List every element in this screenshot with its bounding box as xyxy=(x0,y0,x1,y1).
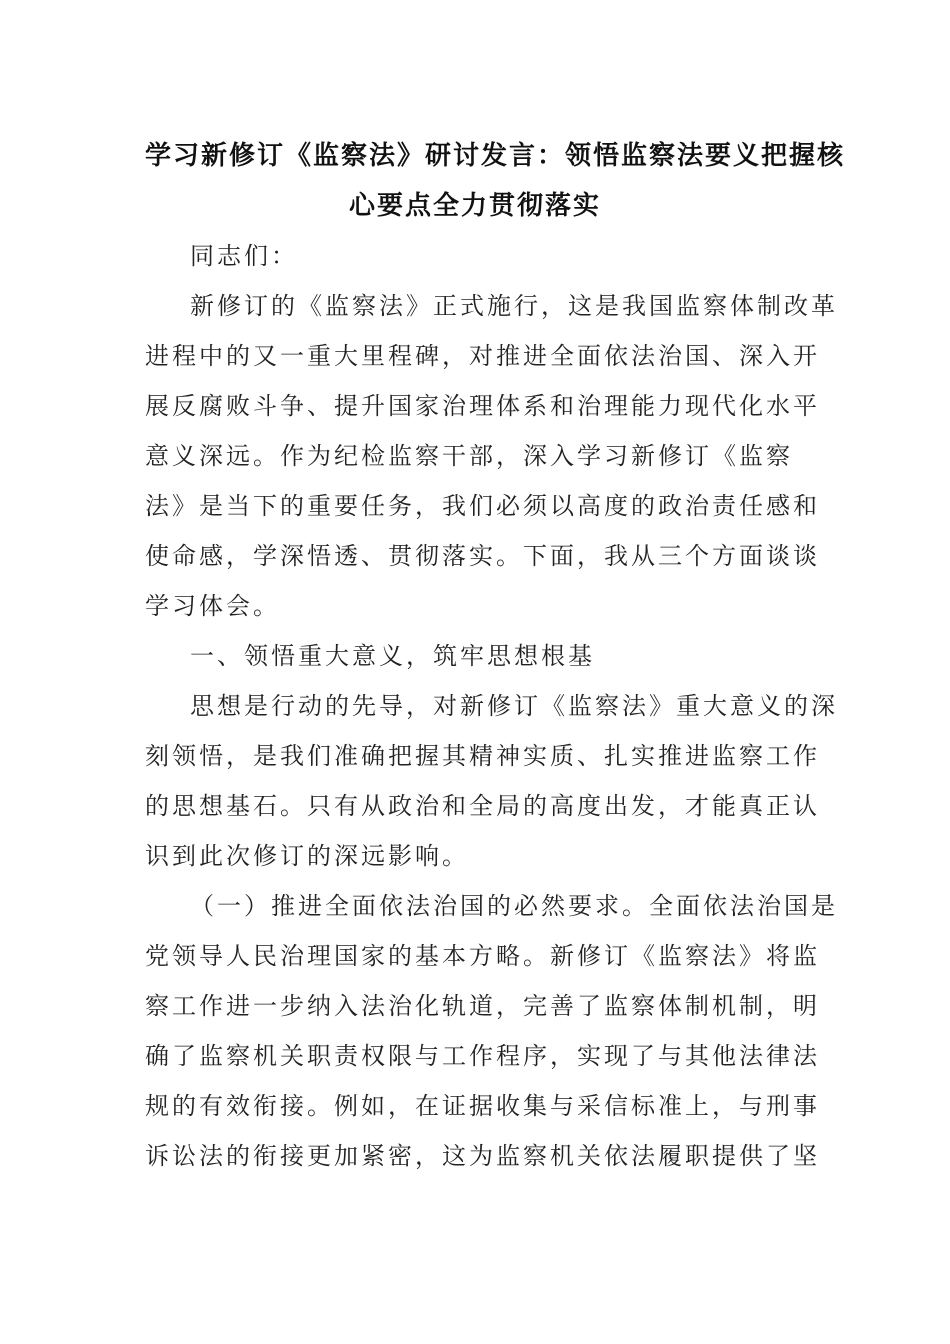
paragraph-line: 进程中的又一重大里程碑，对推进全面依法治国、深入开 xyxy=(145,342,820,370)
paragraph-line: 诉讼法的衔接更加紧密，这为监察机关依法履职提供了坚 xyxy=(145,1142,820,1170)
paragraph-line: 法》是当下的重要任务，我们必须以高度的政治责任感和 xyxy=(145,492,820,520)
paragraph-line: 新修订的《监察法》正式施行，这是我国监察体制改革 xyxy=(190,292,838,320)
paragraph-line: 刻领悟，是我们准确把握其精神实质、扎实推进监察工作 xyxy=(145,742,820,770)
paragraph-line: 的思想基石。只有从政治和全局的高度出发，才能真正认 xyxy=(145,792,820,820)
paragraph-line: 确了监察机关职责权限与工作程序，实现了与其他法律法 xyxy=(145,1042,820,1070)
paragraph-line: 察工作进一步纳入法治化轨道，完善了监察体制机制，明 xyxy=(145,992,820,1020)
document-title-line-1: 学习新修订《监察法》研讨发言：领悟监察法要义把握核 xyxy=(145,141,846,171)
paragraph-line: 党领导人民治理国家的基本方略。新修订《监察法》将监 xyxy=(145,942,820,970)
paragraph-line: 展反腐败斗争、提升国家治理体系和治理能力现代化水平 xyxy=(145,392,820,420)
paragraph-line: 使命感，学深悟透、贯彻落实。下面，我从三个方面谈谈 xyxy=(145,542,820,570)
document-title-line-2: 心要点全力贯彻落实 xyxy=(348,191,601,221)
paragraph-line: （一）推进全面依法治国的必然要求。全面依法治国是 xyxy=(190,892,838,920)
paragraph-line: 识到此次修订的深远影响。 xyxy=(145,842,469,870)
paragraph-line: 思想是行动的先导，对新修订《监察法》重大意义的深 xyxy=(190,692,838,720)
salutation: 同志们： xyxy=(190,242,298,270)
paragraph-line: 规的有效衔接。例如，在证据收集与采信标准上，与刑事 xyxy=(145,1092,820,1120)
section-heading: 一、领悟重大意义，筑牢思想根基 xyxy=(190,642,595,670)
paragraph-line: 意义深远。作为纪检监察干部，深入学习新修订《监察 xyxy=(145,442,793,470)
paragraph-line: 学习体会。 xyxy=(145,592,280,620)
